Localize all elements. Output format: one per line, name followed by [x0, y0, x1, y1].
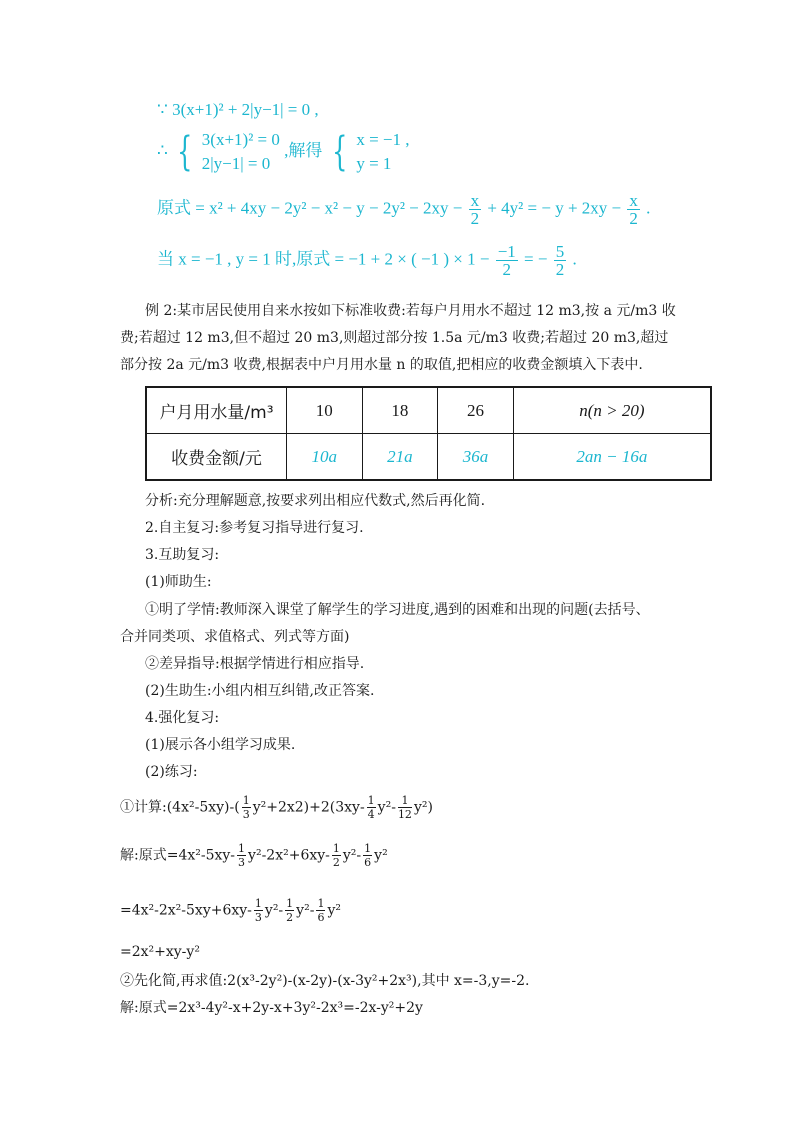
fraction	[367, 794, 376, 821]
fraction	[363, 842, 372, 869]
calc-mid: y²+2x2)+2(3xy-	[252, 799, 365, 816]
fraction-num: 5	[555, 242, 565, 261]
fraction	[254, 897, 263, 924]
step-4-2: (2)练习:	[145, 764, 198, 780]
sol-end: y²	[374, 847, 388, 864]
table-row	[146, 387, 711, 434]
sol-prefix: =4x²-2x²-5xy+6xy-	[120, 902, 252, 919]
fraction	[237, 842, 246, 869]
fraction-num: x	[629, 191, 638, 210]
simplify-end: .	[646, 198, 651, 218]
fraction-num: 1	[286, 897, 294, 910]
analysis-text: 分析:充分理解题意,按要求列出相应代数式,然后再化简.	[145, 493, 486, 509]
fraction-num: 1	[332, 842, 340, 855]
fraction-den: 2	[502, 260, 511, 279]
table-header-fee: 收费金额/元	[146, 434, 287, 481]
therefore-symbol: ∴	[157, 140, 168, 160]
fraction-den: 6	[317, 911, 325, 924]
calc-end: y²)	[413, 799, 433, 816]
system2-eq-a: x = −1 ,	[356, 130, 410, 149]
fraction-den: 2	[629, 209, 638, 228]
fraction-num: 1	[367, 794, 375, 807]
system2-eq-b: y = 1	[356, 154, 392, 173]
table-cell-answer: 2an − 16a	[513, 434, 711, 481]
step-2: 2.自主复习:参考复习指导进行复习.	[145, 520, 364, 536]
table-cell-answer: 36a	[438, 434, 514, 481]
fraction-num: 1	[238, 842, 246, 855]
system1-eq-a: 3(x+1)² = 0	[201, 130, 280, 149]
step-3-1-a-cont: 合并同类项、求值格式、列式等方面)	[120, 629, 350, 645]
evaluate-end: .	[572, 249, 577, 269]
step-3-1: (1)师助生:	[145, 574, 212, 590]
fraction	[398, 794, 412, 821]
table-cell-answer: 21a	[362, 434, 438, 481]
fraction-den: 6	[364, 856, 372, 869]
fraction-den: 2	[555, 260, 565, 279]
left-brace-icon: {	[177, 129, 193, 175]
example2-line-3: 部分按 2a 元/m3 收费,根据表中户月用水量 n 的取值,把相应的收费金额填入下表中.	[120, 357, 643, 373]
fraction-5-over-2	[554, 243, 567, 278]
solution-system-block	[157, 128, 410, 176]
sol-mid: y²-	[296, 902, 315, 919]
step-4: 4.强化复习:	[145, 710, 220, 726]
exercise-solution-2	[120, 897, 341, 924]
fraction	[332, 842, 341, 869]
fraction-num: x	[470, 191, 480, 210]
fraction-den: 2	[286, 911, 294, 924]
calc-prefix: ①计算:(4x²-5xy)-(	[120, 799, 240, 816]
fraction-neg1-over-2	[496, 243, 518, 278]
exercise-question-2-solution: 解:原式=2x³-4y²-x+2y-x+3y²-2x³=-2x-y²+2y	[120, 1000, 423, 1016]
step-3-2: (2)生助生:小组内相互纠错,改正答案.	[145, 683, 375, 699]
fraction	[242, 794, 251, 821]
sol-mid: y²-	[342, 847, 362, 864]
evaluate-prefix: 当 x = −1 , y = 1 时,原式 = −1 + 2 × ( −1 ) × 1 −	[157, 249, 490, 269]
fraction-den: 12	[397, 808, 412, 821]
solve-text: ,解得	[284, 140, 323, 160]
system1-eq-b: 2|y−1| = 0	[201, 154, 271, 173]
example2-line-1: 例 2:某市居民使用自来水按如下标准收费:若每户月用水不超过 12 m3,按 a 元/m3 收	[145, 303, 676, 319]
solution-line-given: ∵ 3(x+1)² + 2|y−1| = 0 ,	[157, 100, 319, 119]
step-3-1-b: ②差异指导:根据学情进行相应指导.	[145, 656, 365, 672]
equation-system-2	[356, 128, 409, 176]
fraction-x-over-2-b	[627, 192, 640, 227]
step-3-1-a: ①明了学情:教师深入课堂了解学生的学习进度,遇到的困难和出现的问题(去括号、	[145, 602, 650, 618]
fraction-den: 3	[238, 856, 246, 869]
solution-line-simplify	[157, 192, 650, 227]
table-cell: 26	[438, 387, 514, 434]
fraction-num: 1	[364, 842, 372, 855]
fraction-den: 3	[254, 911, 262, 924]
exercise-calc	[120, 794, 433, 821]
evaluate-eq: = −	[524, 249, 548, 269]
simplify-prefix: 原式 = x² + 4xy − 2y² − x² − y − 2y² − 2xy −	[157, 198, 463, 218]
fraction-num: −1	[497, 242, 516, 261]
table-header-usage: 户月用水量/m³	[146, 387, 287, 434]
exercise-solution-3: =2x²+xy-y²	[120, 944, 200, 960]
fraction-num: 1	[242, 794, 250, 807]
fraction-den: 3	[242, 808, 250, 821]
fraction	[285, 897, 294, 924]
fraction-num: 1	[398, 794, 412, 808]
fraction-x-over-2	[469, 192, 482, 227]
table-cell-answer: 10a	[287, 434, 363, 481]
step-3: 3.互助复习:	[145, 547, 220, 563]
fraction-num: 1	[317, 897, 325, 910]
equation-system-1	[202, 128, 280, 176]
step-4-1: (1)展示各小组学习成果.	[145, 737, 296, 753]
calc-mid: y²-	[377, 799, 396, 816]
exercise-solution-1	[120, 842, 388, 869]
fraction-den: 4	[367, 808, 375, 821]
sol-end: y²	[327, 902, 341, 919]
water-fee-table	[145, 386, 712, 481]
table-cell: n(n > 20)	[513, 387, 711, 434]
example2-line-2: 费;若超过 12 m3,但不超过 20 m3,则超过部分按 1.5a 元/m3 收费;若超过 20 m3,超过	[120, 330, 669, 346]
sol-mid: y²-2x²+6xy-	[248, 847, 330, 864]
fraction	[316, 897, 325, 924]
solution-line-evaluate	[157, 243, 577, 278]
fraction-den: 2	[332, 856, 340, 869]
left-brace-icon-2: {	[331, 129, 347, 175]
simplify-mid: + 4y² = − y + 2xy −	[487, 198, 622, 218]
sol-prefix: 解:原式=4x²-5xy-	[120, 847, 236, 864]
sol-mid: y²-	[264, 902, 284, 919]
fraction-num: 1	[254, 897, 262, 910]
table-cell: 18	[362, 387, 438, 434]
table-cell: 10	[287, 387, 363, 434]
exercise-question-2: ②先化简,再求值:2(x³-2y²)-(x-2y)-(x-3y²+2x³),其中 x=-3,y=-2.	[120, 973, 530, 989]
table-row	[146, 434, 711, 481]
fraction-den: 2	[470, 209, 480, 228]
